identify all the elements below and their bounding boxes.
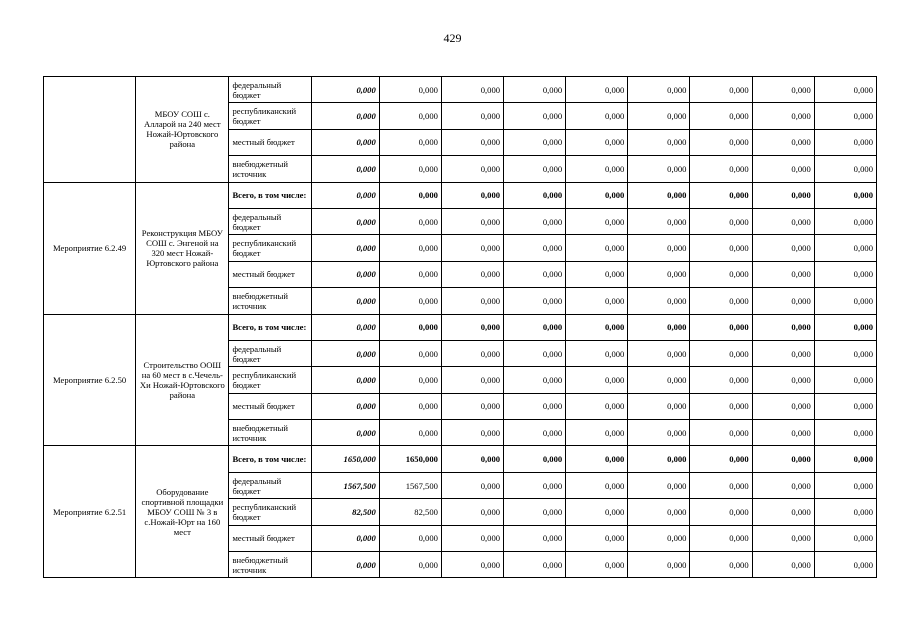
year-value-cell: 0,000 — [690, 552, 752, 578]
event-cell: Мероприятие 6.2.49 — [44, 182, 136, 314]
total-value-cell: 0,000 — [311, 235, 379, 261]
funding-source-cell: федеральный бюджет — [229, 472, 311, 498]
table-row — [44, 77, 877, 103]
year-value-cell: 0,000 — [752, 367, 814, 393]
year-value-cell: 0,000 — [504, 129, 566, 155]
funding-source-cell: федеральный бюджет — [229, 77, 311, 103]
year-value-cell: 0,000 — [752, 182, 814, 208]
year-value-cell: 0,000 — [441, 182, 503, 208]
year-value-cell: 0,000 — [504, 367, 566, 393]
total-value-cell: 0,000 — [311, 182, 379, 208]
year-value-cell: 0,000 — [752, 552, 814, 578]
year-value-cell: 0,000 — [628, 314, 690, 340]
year-value-cell: 0,000 — [504, 525, 566, 551]
year-value-cell: 0,000 — [379, 129, 441, 155]
year-value-cell: 0,000 — [628, 525, 690, 551]
year-value-cell: 0,000 — [628, 367, 690, 393]
year-value-cell: 0,000 — [504, 499, 566, 525]
year-value-cell: 0,000 — [628, 77, 690, 103]
year-value-cell: 0,000 — [566, 314, 628, 340]
year-value-cell: 0,000 — [628, 103, 690, 129]
total-value-cell: 0,000 — [311, 103, 379, 129]
year-value-cell: 0,000 — [814, 129, 876, 155]
year-value-cell: 0,000 — [628, 472, 690, 498]
total-value-cell: 0,000 — [311, 208, 379, 234]
year-value-cell: 0,000 — [441, 103, 503, 129]
year-value-cell: 1567,500 — [379, 472, 441, 498]
year-value-cell: 0,000 — [441, 367, 503, 393]
year-value-cell: 0,000 — [752, 103, 814, 129]
total-value-cell: 0,000 — [311, 367, 379, 393]
year-value-cell: 0,000 — [379, 340, 441, 366]
year-value-cell: 0,000 — [566, 472, 628, 498]
funding-source-cell: внебюджетный источник — [229, 552, 311, 578]
year-value-cell: 0,000 — [690, 103, 752, 129]
year-value-cell: 0,000 — [566, 261, 628, 287]
year-value-cell: 0,000 — [690, 367, 752, 393]
year-value-cell: 0,000 — [441, 235, 503, 261]
year-value-cell: 0,000 — [379, 182, 441, 208]
event-cell: Мероприятие 6.2.50 — [44, 314, 136, 446]
year-value-cell: 0,000 — [566, 156, 628, 182]
total-value-cell: 0,000 — [311, 129, 379, 155]
year-value-cell: 0,000 — [690, 77, 752, 103]
year-value-cell: 0,000 — [690, 393, 752, 419]
funding-source-cell: местный бюджет — [229, 261, 311, 287]
year-value-cell: 0,000 — [752, 77, 814, 103]
year-value-cell: 0,000 — [814, 235, 876, 261]
funding-source-cell: Всего, в том числе: — [229, 446, 311, 472]
year-value-cell: 0,000 — [504, 340, 566, 366]
year-value-cell: 0,000 — [628, 340, 690, 366]
year-value-cell: 0,000 — [628, 261, 690, 287]
year-value-cell: 0,000 — [379, 208, 441, 234]
funding-source-cell: федеральный бюджет — [229, 340, 311, 366]
funding-source-cell: местный бюджет — [229, 129, 311, 155]
funding-source-cell: внебюджетный источник — [229, 156, 311, 182]
total-value-cell: 0,000 — [311, 288, 379, 314]
year-value-cell: 0,000 — [628, 393, 690, 419]
year-value-cell: 0,000 — [504, 77, 566, 103]
year-value-cell: 0,000 — [441, 472, 503, 498]
year-value-cell: 0,000 — [504, 446, 566, 472]
year-value-cell: 0,000 — [566, 393, 628, 419]
year-value-cell: 0,000 — [752, 156, 814, 182]
year-value-cell: 0,000 — [504, 261, 566, 287]
funding-source-cell: Всего, в том числе: — [229, 182, 311, 208]
year-value-cell: 0,000 — [441, 525, 503, 551]
year-value-cell: 0,000 — [814, 393, 876, 419]
year-value-cell: 0,000 — [504, 103, 566, 129]
year-value-cell: 0,000 — [752, 288, 814, 314]
year-value-cell: 0,000 — [690, 182, 752, 208]
year-value-cell: 0,000 — [690, 472, 752, 498]
funding-source-cell: Всего, в том числе: — [229, 314, 311, 340]
year-value-cell: 0,000 — [814, 340, 876, 366]
year-value-cell: 0,000 — [566, 446, 628, 472]
year-value-cell: 0,000 — [441, 208, 503, 234]
year-value-cell: 0,000 — [690, 261, 752, 287]
year-value-cell: 0,000 — [566, 103, 628, 129]
year-value-cell: 0,000 — [752, 340, 814, 366]
year-value-cell: 0,000 — [628, 235, 690, 261]
year-value-cell: 0,000 — [752, 446, 814, 472]
year-value-cell: 0,000 — [441, 446, 503, 472]
year-value-cell: 0,000 — [628, 182, 690, 208]
year-value-cell: 0,000 — [441, 314, 503, 340]
year-value-cell: 0,000 — [379, 235, 441, 261]
year-value-cell: 0,000 — [814, 77, 876, 103]
total-value-cell: 0,000 — [311, 340, 379, 366]
total-value-cell: 0,000 — [311, 261, 379, 287]
year-value-cell: 0,000 — [814, 208, 876, 234]
year-value-cell: 0,000 — [752, 499, 814, 525]
year-value-cell: 0,000 — [441, 552, 503, 578]
year-value-cell: 0,000 — [814, 499, 876, 525]
funding-source-cell: республиканский бюджет — [229, 235, 311, 261]
year-value-cell: 0,000 — [628, 156, 690, 182]
year-value-cell: 0,000 — [690, 235, 752, 261]
total-value-cell: 0,000 — [311, 156, 379, 182]
year-value-cell: 0,000 — [690, 420, 752, 446]
year-value-cell: 0,000 — [379, 288, 441, 314]
year-value-cell: 0,000 — [566, 367, 628, 393]
year-value-cell: 0,000 — [566, 77, 628, 103]
funding-source-cell: федеральный бюджет — [229, 208, 311, 234]
year-value-cell: 0,000 — [441, 499, 503, 525]
year-value-cell: 0,000 — [441, 340, 503, 366]
year-value-cell: 0,000 — [504, 552, 566, 578]
year-value-cell: 0,000 — [628, 420, 690, 446]
total-value-cell: 0,000 — [311, 393, 379, 419]
year-value-cell: 0,000 — [379, 393, 441, 419]
year-value-cell: 0,000 — [379, 103, 441, 129]
year-value-cell: 0,000 — [752, 208, 814, 234]
funding-source-cell: внебюджетный источник — [229, 288, 311, 314]
year-value-cell: 0,000 — [628, 499, 690, 525]
year-value-cell: 0,000 — [566, 340, 628, 366]
year-value-cell: 0,000 — [690, 340, 752, 366]
funding-source-cell: республиканский бюджет — [229, 103, 311, 129]
project-name-cell: МБОУ СОШ с. Алларой на 240 мест Ножай-Юртовского района — [136, 77, 229, 183]
year-value-cell: 0,000 — [504, 235, 566, 261]
year-value-cell: 0,000 — [752, 393, 814, 419]
year-value-cell: 0,000 — [752, 314, 814, 340]
total-value-cell: 0,000 — [311, 525, 379, 551]
year-value-cell: 0,000 — [814, 103, 876, 129]
total-value-cell: 0,000 — [311, 552, 379, 578]
year-value-cell: 0,000 — [566, 552, 628, 578]
year-value-cell: 0,000 — [566, 235, 628, 261]
event-cell — [44, 77, 136, 183]
year-value-cell: 0,000 — [566, 525, 628, 551]
year-value-cell: 0,000 — [379, 156, 441, 182]
year-value-cell: 0,000 — [379, 525, 441, 551]
year-value-cell: 0,000 — [441, 261, 503, 287]
year-value-cell: 0,000 — [379, 261, 441, 287]
year-value-cell: 0,000 — [814, 552, 876, 578]
year-value-cell: 0,000 — [752, 420, 814, 446]
year-value-cell: 0,000 — [628, 288, 690, 314]
year-value-cell: 0,000 — [814, 314, 876, 340]
year-value-cell: 0,000 — [441, 393, 503, 419]
total-value-cell: 82,500 — [311, 499, 379, 525]
year-value-cell: 0,000 — [690, 288, 752, 314]
year-value-cell: 0,000 — [814, 182, 876, 208]
year-value-cell: 0,000 — [814, 472, 876, 498]
year-value-cell: 0,000 — [814, 156, 876, 182]
year-value-cell: 0,000 — [752, 525, 814, 551]
project-name-cell: Строительство ООШ на 60 мест в с.Чечель-Хи Ножай-Юртовского района — [136, 314, 229, 446]
year-value-cell: 82,500 — [379, 499, 441, 525]
year-value-cell: 0,000 — [441, 156, 503, 182]
project-name-cell: Реконструкция МБОУ СОШ с. Энгеной на 320 мест Ножай-Юртовского района — [136, 182, 229, 314]
year-value-cell: 0,000 — [690, 156, 752, 182]
year-value-cell: 0,000 — [504, 156, 566, 182]
total-value-cell: 0,000 — [311, 420, 379, 446]
year-value-cell: 0,000 — [379, 552, 441, 578]
year-value-cell: 0,000 — [814, 261, 876, 287]
year-value-cell: 0,000 — [379, 314, 441, 340]
funding-source-cell: местный бюджет — [229, 393, 311, 419]
year-value-cell: 0,000 — [814, 525, 876, 551]
year-value-cell: 0,000 — [814, 367, 876, 393]
year-value-cell: 0,000 — [628, 552, 690, 578]
table-row — [44, 446, 877, 472]
year-value-cell: 0,000 — [690, 446, 752, 472]
year-value-cell: 0,000 — [504, 208, 566, 234]
year-value-cell: 0,000 — [628, 129, 690, 155]
year-value-cell: 0,000 — [690, 525, 752, 551]
year-value-cell: 0,000 — [441, 420, 503, 446]
year-value-cell: 0,000 — [814, 420, 876, 446]
year-value-cell: 0,000 — [690, 129, 752, 155]
year-value-cell: 0,000 — [441, 129, 503, 155]
total-value-cell: 1650,000 — [311, 446, 379, 472]
year-value-cell: 0,000 — [566, 182, 628, 208]
year-value-cell: 0,000 — [379, 367, 441, 393]
year-value-cell: 0,000 — [441, 288, 503, 314]
year-value-cell: 0,000 — [504, 182, 566, 208]
year-value-cell: 0,000 — [379, 77, 441, 103]
year-value-cell: 0,000 — [628, 446, 690, 472]
year-value-cell: 0,000 — [814, 288, 876, 314]
table-row — [44, 314, 877, 340]
year-value-cell: 0,000 — [379, 420, 441, 446]
page-number: 429 — [443, 31, 462, 45]
event-cell: Мероприятие 6.2.51 — [44, 446, 136, 578]
year-value-cell: 0,000 — [504, 472, 566, 498]
year-value-cell: 0,000 — [752, 129, 814, 155]
year-value-cell: 0,000 — [752, 472, 814, 498]
year-value-cell: 0,000 — [752, 235, 814, 261]
year-value-cell: 0,000 — [504, 420, 566, 446]
total-value-cell: 1567,500 — [311, 472, 379, 498]
funding-source-cell: республиканский бюджет — [229, 367, 311, 393]
funding-source-cell: республиканский бюджет — [229, 499, 311, 525]
funding-source-cell: внебюджетный источник — [229, 420, 311, 446]
year-value-cell: 0,000 — [814, 446, 876, 472]
year-value-cell: 0,000 — [504, 314, 566, 340]
table-row — [44, 182, 877, 208]
year-value-cell: 0,000 — [566, 420, 628, 446]
year-value-cell: 0,000 — [566, 288, 628, 314]
year-value-cell: 0,000 — [690, 208, 752, 234]
year-value-cell: 0,000 — [504, 288, 566, 314]
total-value-cell: 0,000 — [311, 314, 379, 340]
year-value-cell: 0,000 — [504, 393, 566, 419]
year-value-cell: 0,000 — [566, 208, 628, 234]
project-name-cell: Оборудование спортивной площадки МБОУ СОШ № 3 в с.Ножай-Юрт на 160 мест — [136, 446, 229, 578]
total-value-cell: 0,000 — [311, 77, 379, 103]
budget-table — [43, 76, 877, 578]
year-value-cell: 0,000 — [690, 499, 752, 525]
year-value-cell: 0,000 — [566, 499, 628, 525]
year-value-cell: 0,000 — [566, 129, 628, 155]
year-value-cell: 1650,000 — [379, 446, 441, 472]
year-value-cell: 0,000 — [628, 208, 690, 234]
year-value-cell: 0,000 — [441, 77, 503, 103]
year-value-cell: 0,000 — [690, 314, 752, 340]
year-value-cell: 0,000 — [752, 261, 814, 287]
funding-source-cell: местный бюджет — [229, 525, 311, 551]
